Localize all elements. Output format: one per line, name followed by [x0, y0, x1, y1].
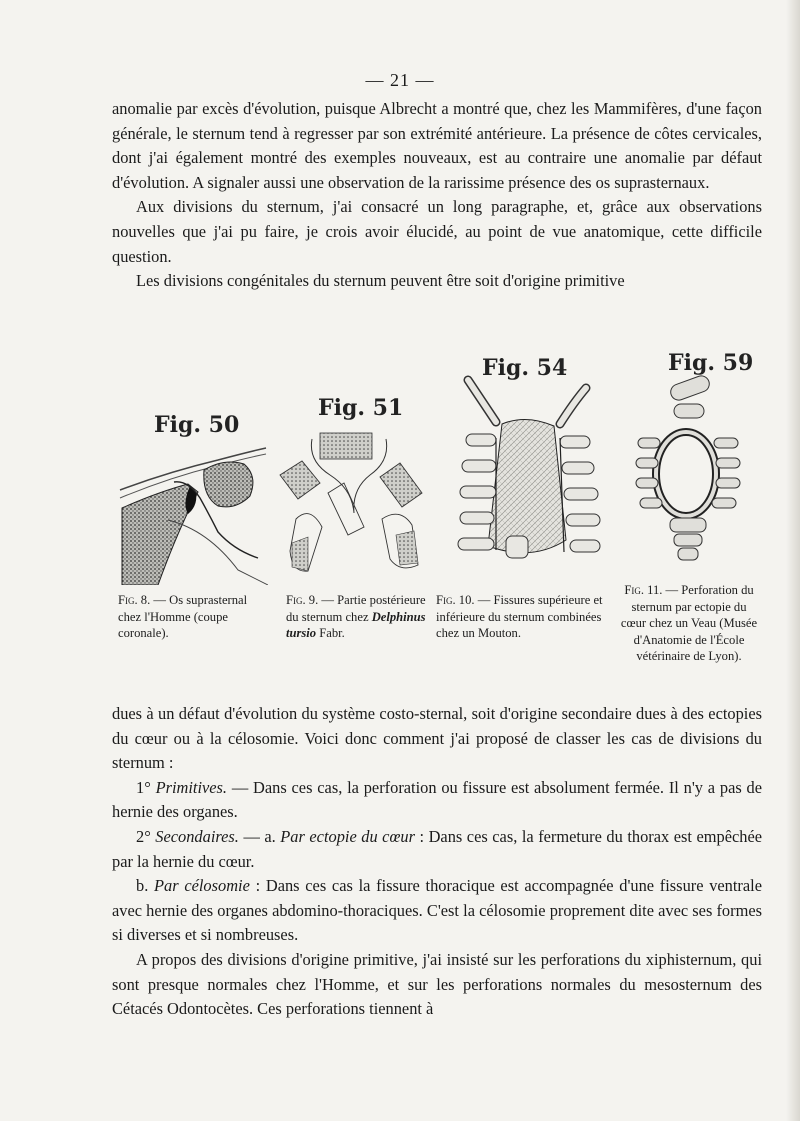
paragraph: dues à un défaut d'évolution du système costo-sternal, soit d'origine secondaire dues à des ectopies du cœur ou à la célosomie. Voici donc comment j'ai proposé de classer les cas de divisions du sternum :: [112, 704, 762, 773]
figure-50-caption: Fig. 8. — Os suprasternal chez l'Homme (coupe coronale).: [118, 593, 248, 640]
figure-label: Fig. 59: [668, 350, 754, 376]
figure-59: [630, 340, 754, 570]
paragraph: anomalie par excès d'évolution, puisque Albrecht a montré que, chez les Mammifères, d'une façon générale, le sternum tend à regresser par son extrémité antérieure. La présence de côtes cervicales, dont j'ai également montré des exemples nouveaux, est au contraire une anomalie par défaut d'évolution. A signaler aussi une observation de la rarissime présence des os suprasternaux.: [112, 99, 762, 192]
figure-51-illustration: [278, 395, 428, 585]
paragraph-primitives: 1° Primitives. — Dans ces cas, la perforation ou fissure est absolument fermée. Il n'y a pas de hernie des organes.: [112, 777, 762, 822]
figure-54-caption: Fig. 10. — Fissures supérieure et inférieure du sternum combinées chez un Mouton.: [436, 593, 603, 640]
figure-54: [436, 340, 606, 585]
figure-50: [118, 412, 268, 585]
figure-59-caption: Fig. 11. — Perforation du sternum par ectopie du cœur chez un Veau (Musée d'Anatomie de l'École vétérinaire de Lyon).: [620, 583, 758, 663]
figure-label: Fig. 54: [482, 355, 568, 381]
text-block-bottom: [112, 702, 762, 1022]
figure-51-caption: Fig. 9. — Partie postérieure du sternum chez Delphinus tursio Fabr.: [286, 593, 426, 640]
figure-label: Fig. 51: [318, 395, 404, 421]
figure-51: [278, 395, 428, 585]
scan-edge: [786, 0, 800, 1121]
paragraph-celosomie: b. Par célosomie : Dans ces cas la fissure thoracique est accompagnée d'une fissure ventrale avec hernie des organes abdomino-thoraciques. C'est la célosomie proprement dite avec ses formes si diverses et si nombreuses.: [112, 876, 762, 945]
paragraph: Aux divisions du sternum, j'ai consacré un long paragraphe, et, grâce aux observations nouvelles que j'ai pu faire, je crois avoir élucidé, au point de vue anatomique, cette difficile question.: [112, 197, 762, 266]
paragraph: Les divisions congénitales du sternum peuvent être soit d'origine primitive: [136, 271, 625, 291]
paragraph-secondaires: 2° Secondaires. — a. Par ectopie du cœur : Dans ces cas, la fermeture du thorax est empêchée par la hernie du cœur.: [112, 826, 763, 871]
page-number: — 21 —: [365, 70, 435, 90]
figure-50-illustration: [118, 420, 268, 585]
figure-label: Fig. 50: [154, 412, 240, 438]
paragraph: A propos des divisions d'origine primitive, j'ai insisté sur les perforations du xiphisternum, qui sont presque normales chez l'Homme, et sur les perforations normales du mesosternum des Cétacés Odontocètes. Ces perforations tiennent à: [112, 949, 762, 1019]
text-block-top: [112, 97, 762, 294]
